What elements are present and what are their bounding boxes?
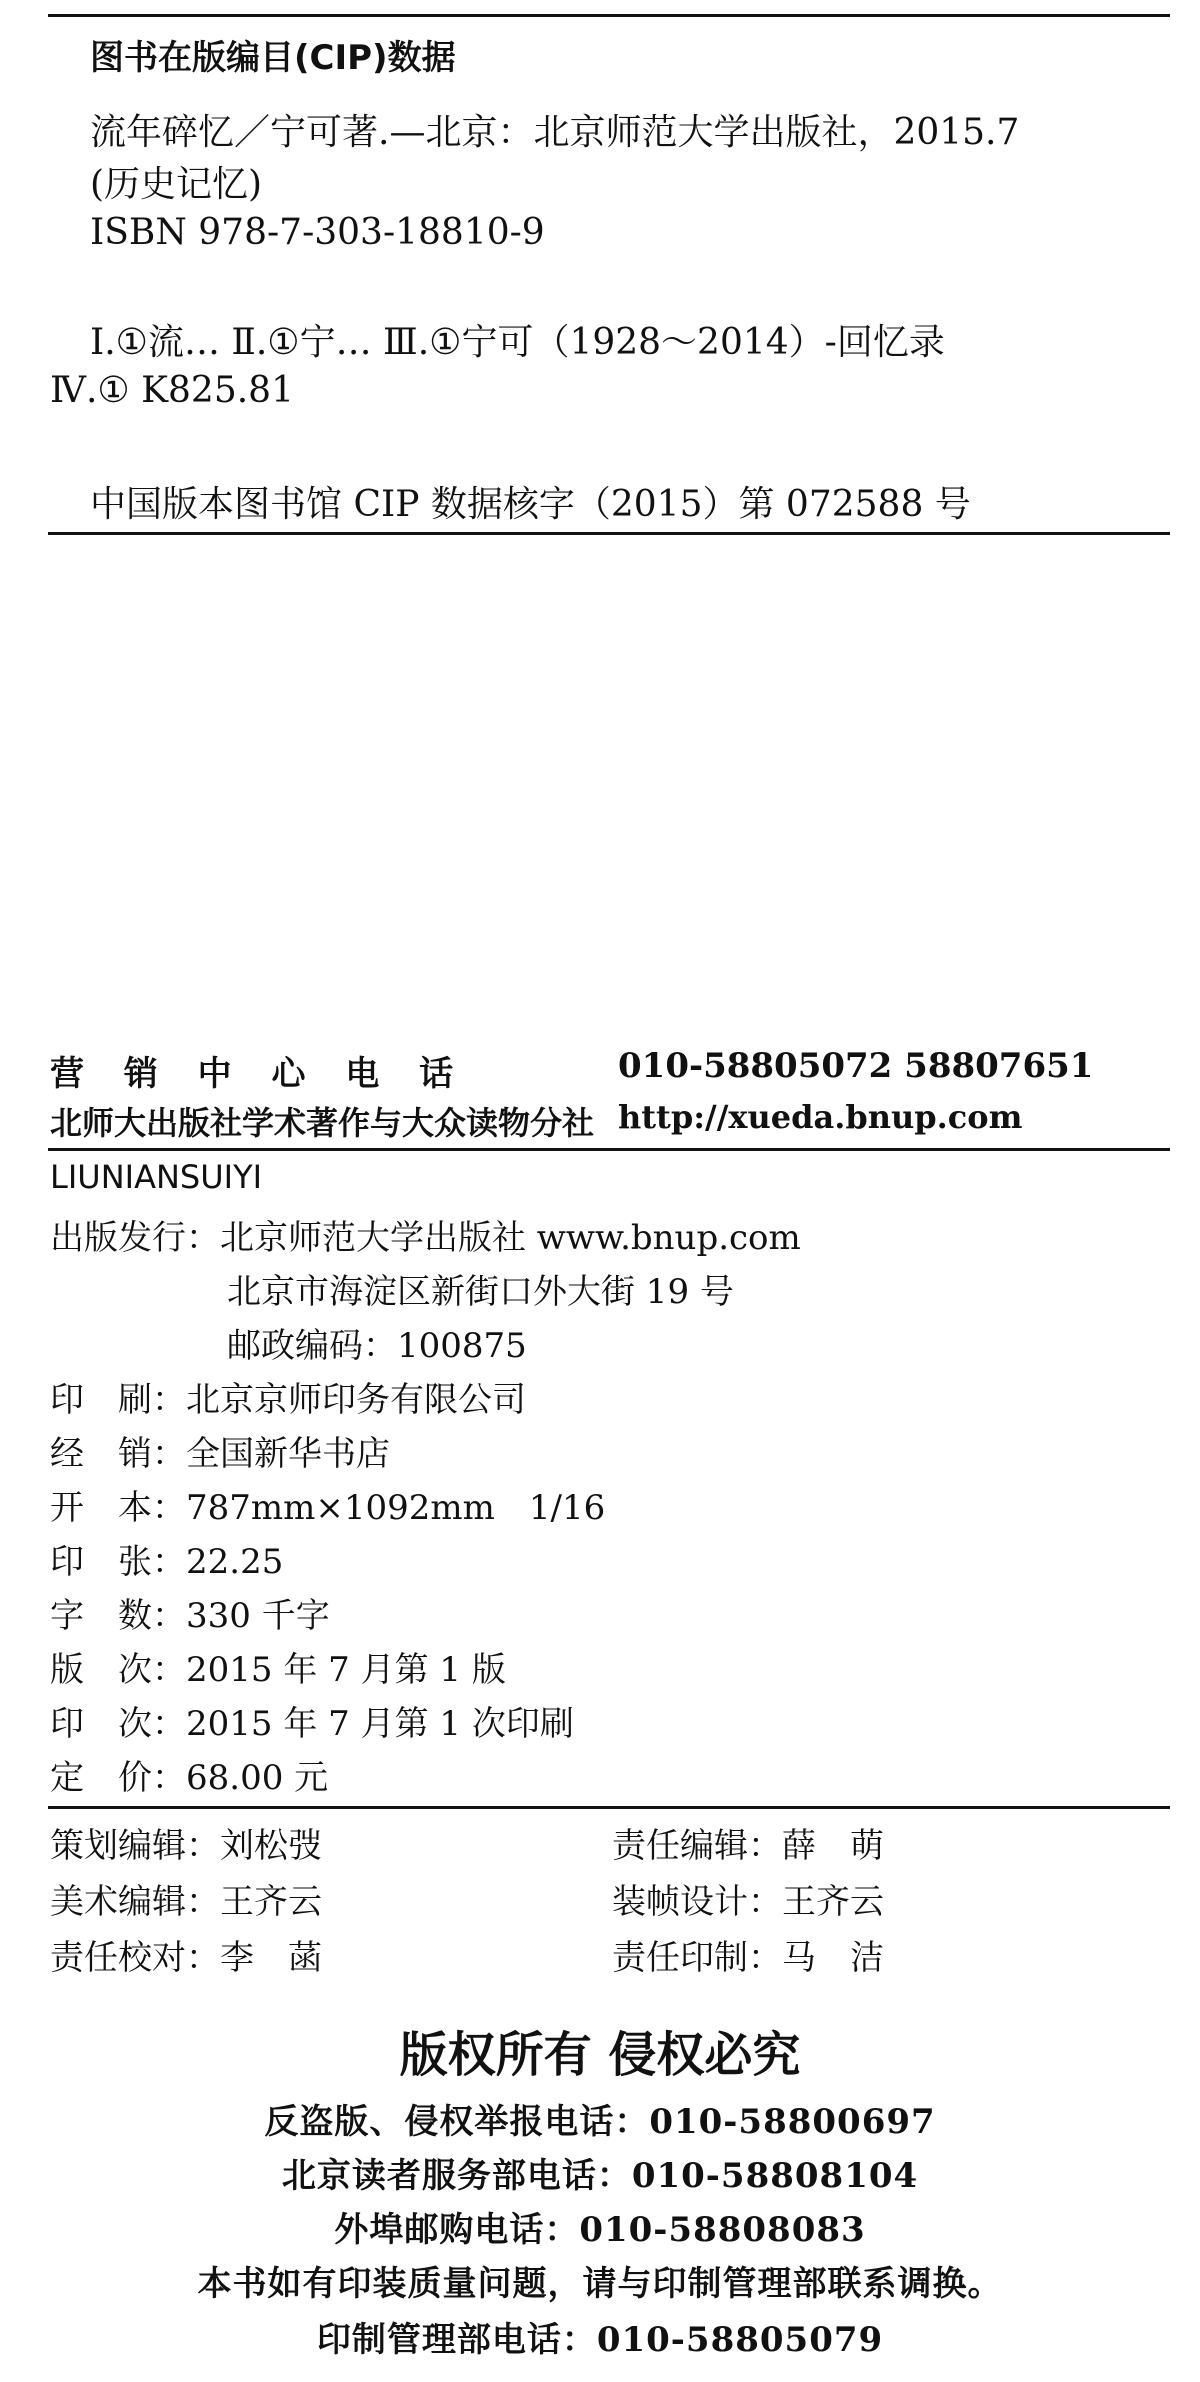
printing-label: 印 次：	[50, 1704, 186, 1744]
distributor-value: 全国新华书店	[186, 1434, 390, 1474]
rights-notice: 版权所有 侵权必究	[399, 2027, 801, 2083]
info-row-printer	[50, 1372, 526, 1421]
info-bottom-rule	[48, 1806, 1170, 1809]
sheets-label: 印 张：	[50, 1542, 186, 1582]
binding-design: 装帧设计：王齐云	[612, 1882, 884, 1922]
publisher-row	[50, 1210, 801, 1259]
wordcount-label: 字 数：	[50, 1596, 186, 1636]
price-label: 定 价：	[50, 1758, 186, 1798]
info-row-format	[50, 1480, 605, 1529]
marketing-phones: 010-58805072 58807651	[618, 1046, 1094, 1086]
info-row-sheets	[50, 1534, 283, 1583]
printer-label: 印 刷：	[50, 1380, 186, 1420]
info-row-edition	[50, 1642, 506, 1691]
cip-isbn: ISBN 978-7-303-18810-9	[90, 212, 545, 253]
sheets-value: 22.25	[186, 1542, 284, 1582]
publisher-label: 出版发行：	[50, 1218, 220, 1258]
info-row-distributor	[50, 1426, 390, 1475]
cip-classification-1: Ⅰ.①流… Ⅱ.①宁… Ⅲ.①宁可（1928～2014）-回忆录	[90, 322, 945, 363]
info-row-printing	[50, 1696, 574, 1745]
print-supervisor: 责任印制：马 洁	[612, 1938, 884, 1978]
mail-order-phone: 外埠邮购电话：010-58808083	[334, 2210, 866, 2250]
planning-editor: 策划编辑：刘松弢	[50, 1826, 322, 1866]
cip-bibliographic-line: 流年碎忆／宁可著.—北京：北京师范大学出版社，2015.7	[90, 112, 1020, 153]
marketing-label: 营 销 中 心 电 话	[50, 1054, 468, 1094]
proofreader: 责任校对：李 菡	[50, 1938, 322, 1978]
antipiracy-phone: 反盗版、侵权举报电话：010-58800697	[264, 2102, 936, 2142]
publisher-address: 北京市海淀区新街口外大街 19 号	[227, 1272, 734, 1312]
marketing-url: http://xueda.bnup.com	[618, 1098, 1023, 1136]
info-row-price	[50, 1750, 328, 1799]
publisher-value: 北京师范大学出版社 www.bnup.com	[220, 1218, 801, 1258]
postcode: 邮政编码：100875	[227, 1326, 527, 1366]
marketing-division: 北师大出版社学术著作与大众读物分社	[50, 1104, 595, 1142]
price-value: 68.00 元	[186, 1758, 329, 1798]
pinyin-title: LIUNIANSUIYI	[50, 1158, 263, 1196]
info-row-wordcount	[50, 1588, 330, 1637]
reader-service-phone: 北京读者服务部电话：010-58808104	[281, 2156, 919, 2196]
edition-label: 版 次：	[50, 1650, 186, 1690]
cip-title: 图书在版编目(CIP)数据	[90, 38, 456, 78]
printing-value: 2015 年 7 月第 1 次印刷	[186, 1704, 574, 1744]
quality-note: 本书如有印装质量问题，请与印制管理部联系调换。	[197, 2264, 1003, 2304]
marketing-rule	[48, 1148, 1170, 1151]
format-value: 787mm×1092mm 1/16	[186, 1488, 606, 1528]
edition-value: 2015 年 7 月第 1 版	[186, 1650, 506, 1690]
cip-classification-2: Ⅳ.① K825.81	[50, 370, 294, 411]
print-dept-phone: 印制管理部电话：010-58805079	[316, 2320, 884, 2360]
cip-bottom-rule	[48, 532, 1170, 535]
responsible-editor: 责任编辑：薛 萌	[612, 1826, 884, 1866]
distributor-label: 经 销：	[50, 1434, 186, 1474]
cip-series: (历史记忆)	[90, 164, 263, 205]
cip-top-rule	[48, 14, 1170, 17]
wordcount-value: 330 千字	[186, 1596, 330, 1636]
printer-value: 北京京师印务有限公司	[186, 1380, 526, 1420]
art-editor: 美术编辑：王齐云	[50, 1882, 322, 1922]
cip-verification: 中国版本图书馆 CIP 数据核字（2015）第 072588 号	[90, 484, 971, 525]
format-label: 开 本：	[50, 1488, 186, 1528]
